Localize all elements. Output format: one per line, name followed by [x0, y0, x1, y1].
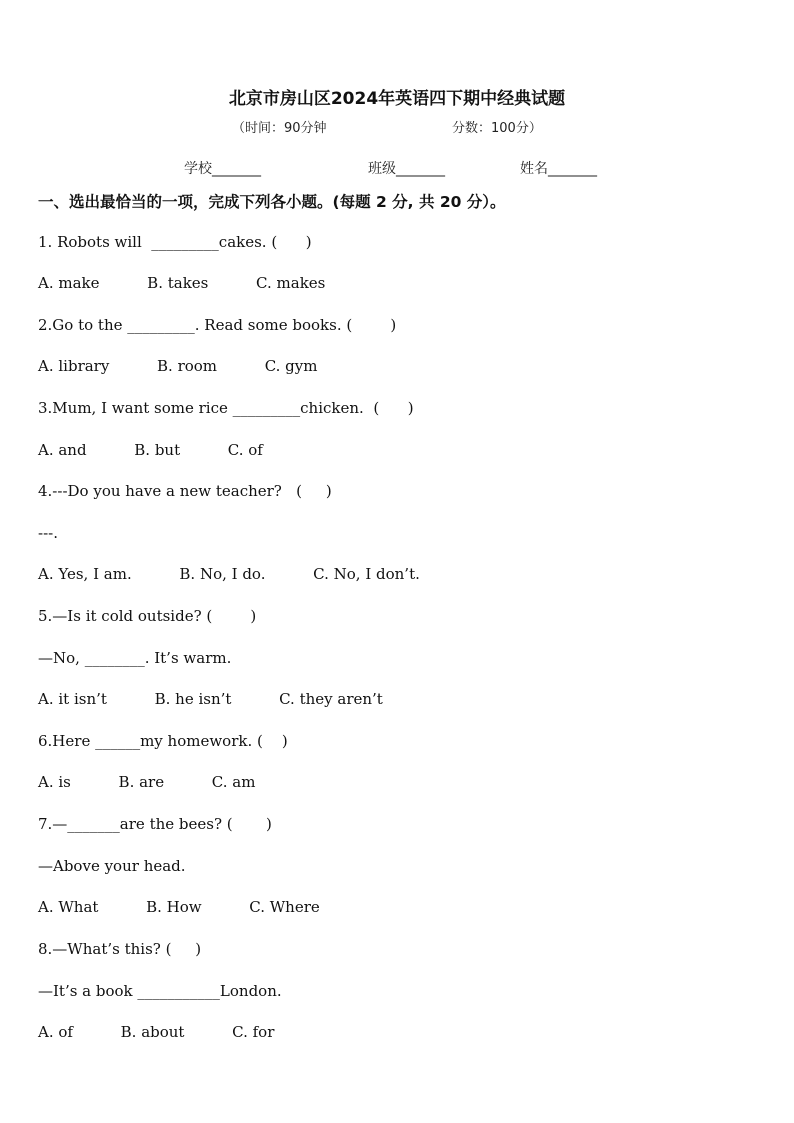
question-options: A. of B. about C. for [38, 1023, 275, 1041]
section-heading: 一、选出最恰当的一项，完成下列各小题。(每题 2 分, 共 20 分）。 [38, 193, 506, 211]
question-stem: 1. Robots will _________cakes. ( ) [38, 233, 312, 251]
question-options: A. Yes, I am. B. No, I do. C. No, I don’t. [38, 565, 420, 583]
question-answer-line: —Above your head. [38, 857, 186, 875]
question-options: A. What B. How C. Where [38, 898, 320, 916]
question-answer-line: ---. [38, 524, 58, 542]
question-options: A. is B. are C. am [38, 773, 256, 791]
question-stem: 8.—What’s this? ( ) [38, 940, 202, 958]
question-options: A. and B. but C. of [38, 441, 263, 459]
question-options: A. it isn’t B. he isn’t C. they aren’t [38, 690, 383, 708]
class-field: 班级_______ [368, 161, 445, 177]
question-stem: 3.Mum, I want some rice _________chicken. ( ) [38, 399, 414, 417]
page-title: 北京市房山区2024年英语四下期中经典试题 [228, 89, 566, 109]
question-stem: 4.---Do you have a new teacher? ( ) [38, 482, 332, 500]
question-answer-line: —No, ________. It’s warm. [38, 649, 232, 667]
question-answer-line: —It’s a book ___________London. [38, 982, 282, 1000]
question-stem: 5.—Is it cold outside? ( ) [38, 607, 257, 625]
exam-score: 分数：100分） [452, 121, 542, 136]
question-options: A. make B. takes C. makes [38, 274, 326, 292]
school-field: 学校_______ [184, 161, 261, 177]
question-stem: 2.Go to the _________. Read some books. ( ) [38, 316, 397, 334]
exam-time: （时间：90分钟 [232, 121, 327, 136]
question-options: A. library B. room C. gym [38, 357, 318, 375]
question-stem: 6.Here ______my homework. ( ) [38, 732, 288, 750]
question-stem: 7.—_______are the bees? ( ) [38, 815, 272, 833]
name-field: 姓名_______ [520, 161, 597, 177]
